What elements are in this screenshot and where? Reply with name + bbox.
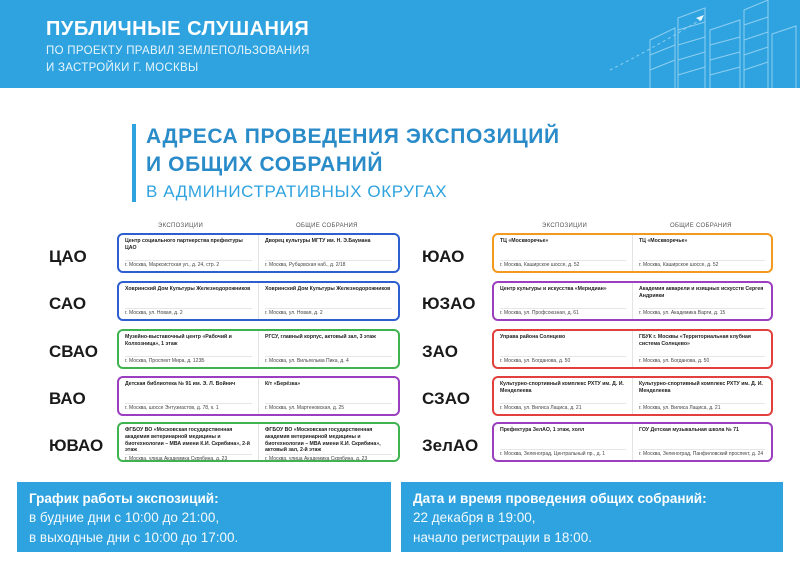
exposition-venue-name: Детская библиотека № 91 им. Э. Л. Войнич [125, 381, 236, 387]
meeting-cell [258, 235, 398, 271]
exposition-venue-name: Центр социального партнерства префектуры ЦАО [125, 238, 243, 251]
exposition-cell [119, 235, 258, 271]
exposition-venue-address: г. Москва, ул. Профсоюзная, д. 61 [500, 308, 626, 316]
exposition-cell [119, 331, 258, 367]
exposition-venue-address: г. Москва, Марксистская ул., д. 24, стр. 2 [125, 260, 252, 268]
meeting-venue-address: г. Москва, ул. Мартеновская, д. 25 [265, 403, 392, 411]
meetings-info-panel [401, 482, 783, 552]
meeting-venue-name: Дворец культуры МГТУ им. Н. Э.Баумана [265, 238, 371, 244]
schedule-weekdays: в будние дни с 10:00 до 21:00, [29, 510, 220, 525]
exposition-venue-name: Центр культуры и искусства «Меридиан» [500, 286, 607, 292]
venue-card-svao [117, 329, 400, 369]
meeting-venue-name: К/т «Берёзка» [265, 381, 301, 387]
meeting-venue-name: Академия акварели и изящных искусств Сергея Андрияки [639, 286, 764, 299]
district-label-yuao: ЮАО [422, 247, 465, 266]
venue-card-zelao [492, 422, 773, 462]
district-label-yuvao: ЮВАО [49, 436, 104, 455]
exposition-venue-address: г. Москва, ул. Новая, д. 2 [125, 308, 252, 316]
meeting-venue-address: г. Москва, Зеленоград, Панфиловский проспект, д. 24 [639, 451, 764, 457]
meeting-venue-name: РГСУ, главный корпус, актовый зал, 3 этаж [265, 334, 376, 340]
meeting-venue-address: г. Москва, Каширское шоссе, д. 52 [639, 260, 765, 268]
exposition-venue-address: г. Москва, Зеленоград, Центральный пр., д. 1 [500, 449, 626, 457]
exposition-cell [494, 378, 632, 414]
city-skyline-illustration [500, 0, 800, 88]
exposition-venue-name: Управа района Солнцево [500, 334, 566, 340]
meetings-info-title: Дата и время проведения общих собраний: [413, 491, 707, 506]
exposition-venue-name: ТЦ «Москворечье» [500, 238, 549, 244]
left-col-header-exposition: ЭКСПОЗИЦИИ [158, 223, 204, 229]
exposition-venue-name: ФГБОУ ВО «Московская государственная академия ветеринарной медицины и биотехнологии – МВА имени К.И. Скрябина», 2-й этаж [125, 427, 250, 454]
district-label-vao: ВАО [49, 389, 86, 408]
meeting-venue-name: ТЦ «Москворечье» [639, 238, 688, 244]
exposition-cell [119, 283, 258, 319]
meetings-date: 22 декабря в 19:00, [413, 510, 536, 525]
district-label-cao: ЦАО [49, 247, 87, 266]
venue-card-szao [492, 376, 773, 416]
meeting-venue-name: Культурно-спортивный комплекс РХТУ им. Д. И. Менделеева [639, 381, 763, 394]
meetings-registration: начало регистрации в 18:00. [413, 530, 592, 545]
venue-card-cao [117, 233, 400, 273]
meeting-venue-address: г. Москва, ул. Вилиса Лациса, д. 21 [639, 403, 765, 411]
main-title-line1: АДРЕСА ПРОВЕДЕНИЯ ЭКСПОЗИЦИЙ [146, 125, 560, 148]
exposition-cell [494, 283, 632, 319]
header-subtitle-line1: ПО ПРОЕКТУ ПРАВИЛ ЗЕМЛЕПОЛЬЗОВАНИЯ [46, 45, 310, 57]
meeting-venue-address: г. Москва, ул. Вильгельма Пика, д. 4 [265, 356, 392, 364]
venue-card-sao [117, 281, 400, 321]
meeting-cell [258, 378, 398, 414]
venue-card-yuvao [117, 422, 400, 462]
meeting-venue-name: Ховринский Дом Культуры Железнодорожников [265, 286, 391, 292]
meeting-cell [258, 331, 398, 367]
exposition-venue-address: г. Москва, ул. Вилиса Лациса, д. 21 [500, 403, 626, 411]
venue-card-zao [492, 329, 773, 369]
exposition-venue-name: Музейно-выставочный центр «Рабочий и Колхозница», 1 этаж [125, 334, 232, 347]
exposition-venue-name: Ховринский Дом Культуры Железнодорожников [125, 286, 251, 292]
meeting-cell [258, 283, 398, 319]
right-col-header-meetings: ОБЩИЕ СОБРАНИЯ [670, 223, 732, 229]
meeting-venue-address: г. Москва, улица Академика Скрябина, д. 23 [265, 454, 392, 460]
schedule-title: График работы экспозиций: [29, 491, 219, 506]
exposition-schedule-panel [17, 482, 391, 552]
exposition-cell [119, 424, 258, 460]
meeting-venue-address: г. Москва, ул. Академика Варги, д. 15 [639, 308, 765, 316]
venue-card-vao [117, 376, 400, 416]
meeting-cell [258, 424, 398, 460]
main-title-line3: В АДМИНИСТРАТИВНЫХ ОКРУГАХ [146, 182, 448, 201]
exposition-cell [494, 331, 632, 367]
header-subtitle-line2: И ЗАСТРОЙКИ Г. МОСКВЫ [46, 62, 199, 74]
district-label-svao: СВАО [49, 342, 98, 361]
exposition-venue-address: г. Москва, Каширское шоссе, д. 52 [500, 260, 626, 268]
district-label-sao: САО [49, 294, 87, 313]
district-label-zao: ЗАО [422, 342, 458, 361]
district-label-szao: СЗАО [422, 389, 470, 408]
meeting-venue-address: г. Москва, Рубцовская наб., д. 2/18 [265, 260, 392, 268]
header-title: ПУБЛИЧНЫЕ СЛУШАНИЯ [46, 18, 310, 40]
meeting-cell [632, 235, 771, 271]
exposition-cell [494, 424, 632, 460]
exposition-venue-address: г. Москва, Проспект Мира, д. 123Б [125, 356, 252, 364]
exposition-cell [494, 235, 632, 271]
district-label-yuzao: ЮЗАО [422, 294, 476, 313]
exposition-venue-address: г. Москва, улица Академика Скрябина, д. 23 [125, 454, 252, 460]
exposition-venue-address: г. Москва, шоссе Энтузиастов, д. 78, к. 1 [125, 403, 252, 411]
meeting-venue-address: г. Москва, ул. Новая, д. 2 [265, 308, 392, 316]
exposition-cell [119, 378, 258, 414]
exposition-venue-name: Культурно-спортивный комплекс РХТУ им. Д. И. Менделеева [500, 381, 624, 394]
header-banner [0, 0, 800, 88]
right-col-header-exposition: ЭКСПОЗИЦИИ [542, 223, 588, 229]
meeting-cell [632, 424, 771, 460]
meeting-cell [632, 378, 771, 414]
meeting-venue-address: г. Москва, ул. Богданова, д. 50 [639, 356, 765, 364]
left-col-header-meetings: ОБЩИЕ СОБРАНИЯ [296, 223, 358, 229]
venue-card-yuzao [492, 281, 773, 321]
exposition-venue-address: г. Москва, ул. Богданова, д. 50 [500, 356, 626, 364]
meeting-cell [632, 283, 771, 319]
title-accent-bar [132, 124, 136, 202]
meeting-venue-name: ГБУК г. Москвы «Территориальная клубная система Солнцево» [639, 334, 751, 347]
schedule-weekends: в выходные дни с 10:00 до 17:00. [29, 530, 239, 545]
meeting-cell [632, 331, 771, 367]
meeting-venue-name: ГОУ Детская музыкальная школа № 71 [639, 427, 739, 433]
venue-card-yuao [492, 233, 773, 273]
district-label-zelao: ЗелАО [422, 436, 479, 455]
meeting-venue-name: ФГБОУ ВО «Московская государственная академия ветеринарной медицины и биотехнологии – МВА имени К.И. Скрябина», актовый зал, 2-й этаж [265, 427, 381, 454]
exposition-venue-name: Префектура ЗелАО, 1 этаж, холл [500, 427, 585, 433]
main-title-line2: И ОБЩИХ СОБРАНИЙ [146, 153, 384, 176]
